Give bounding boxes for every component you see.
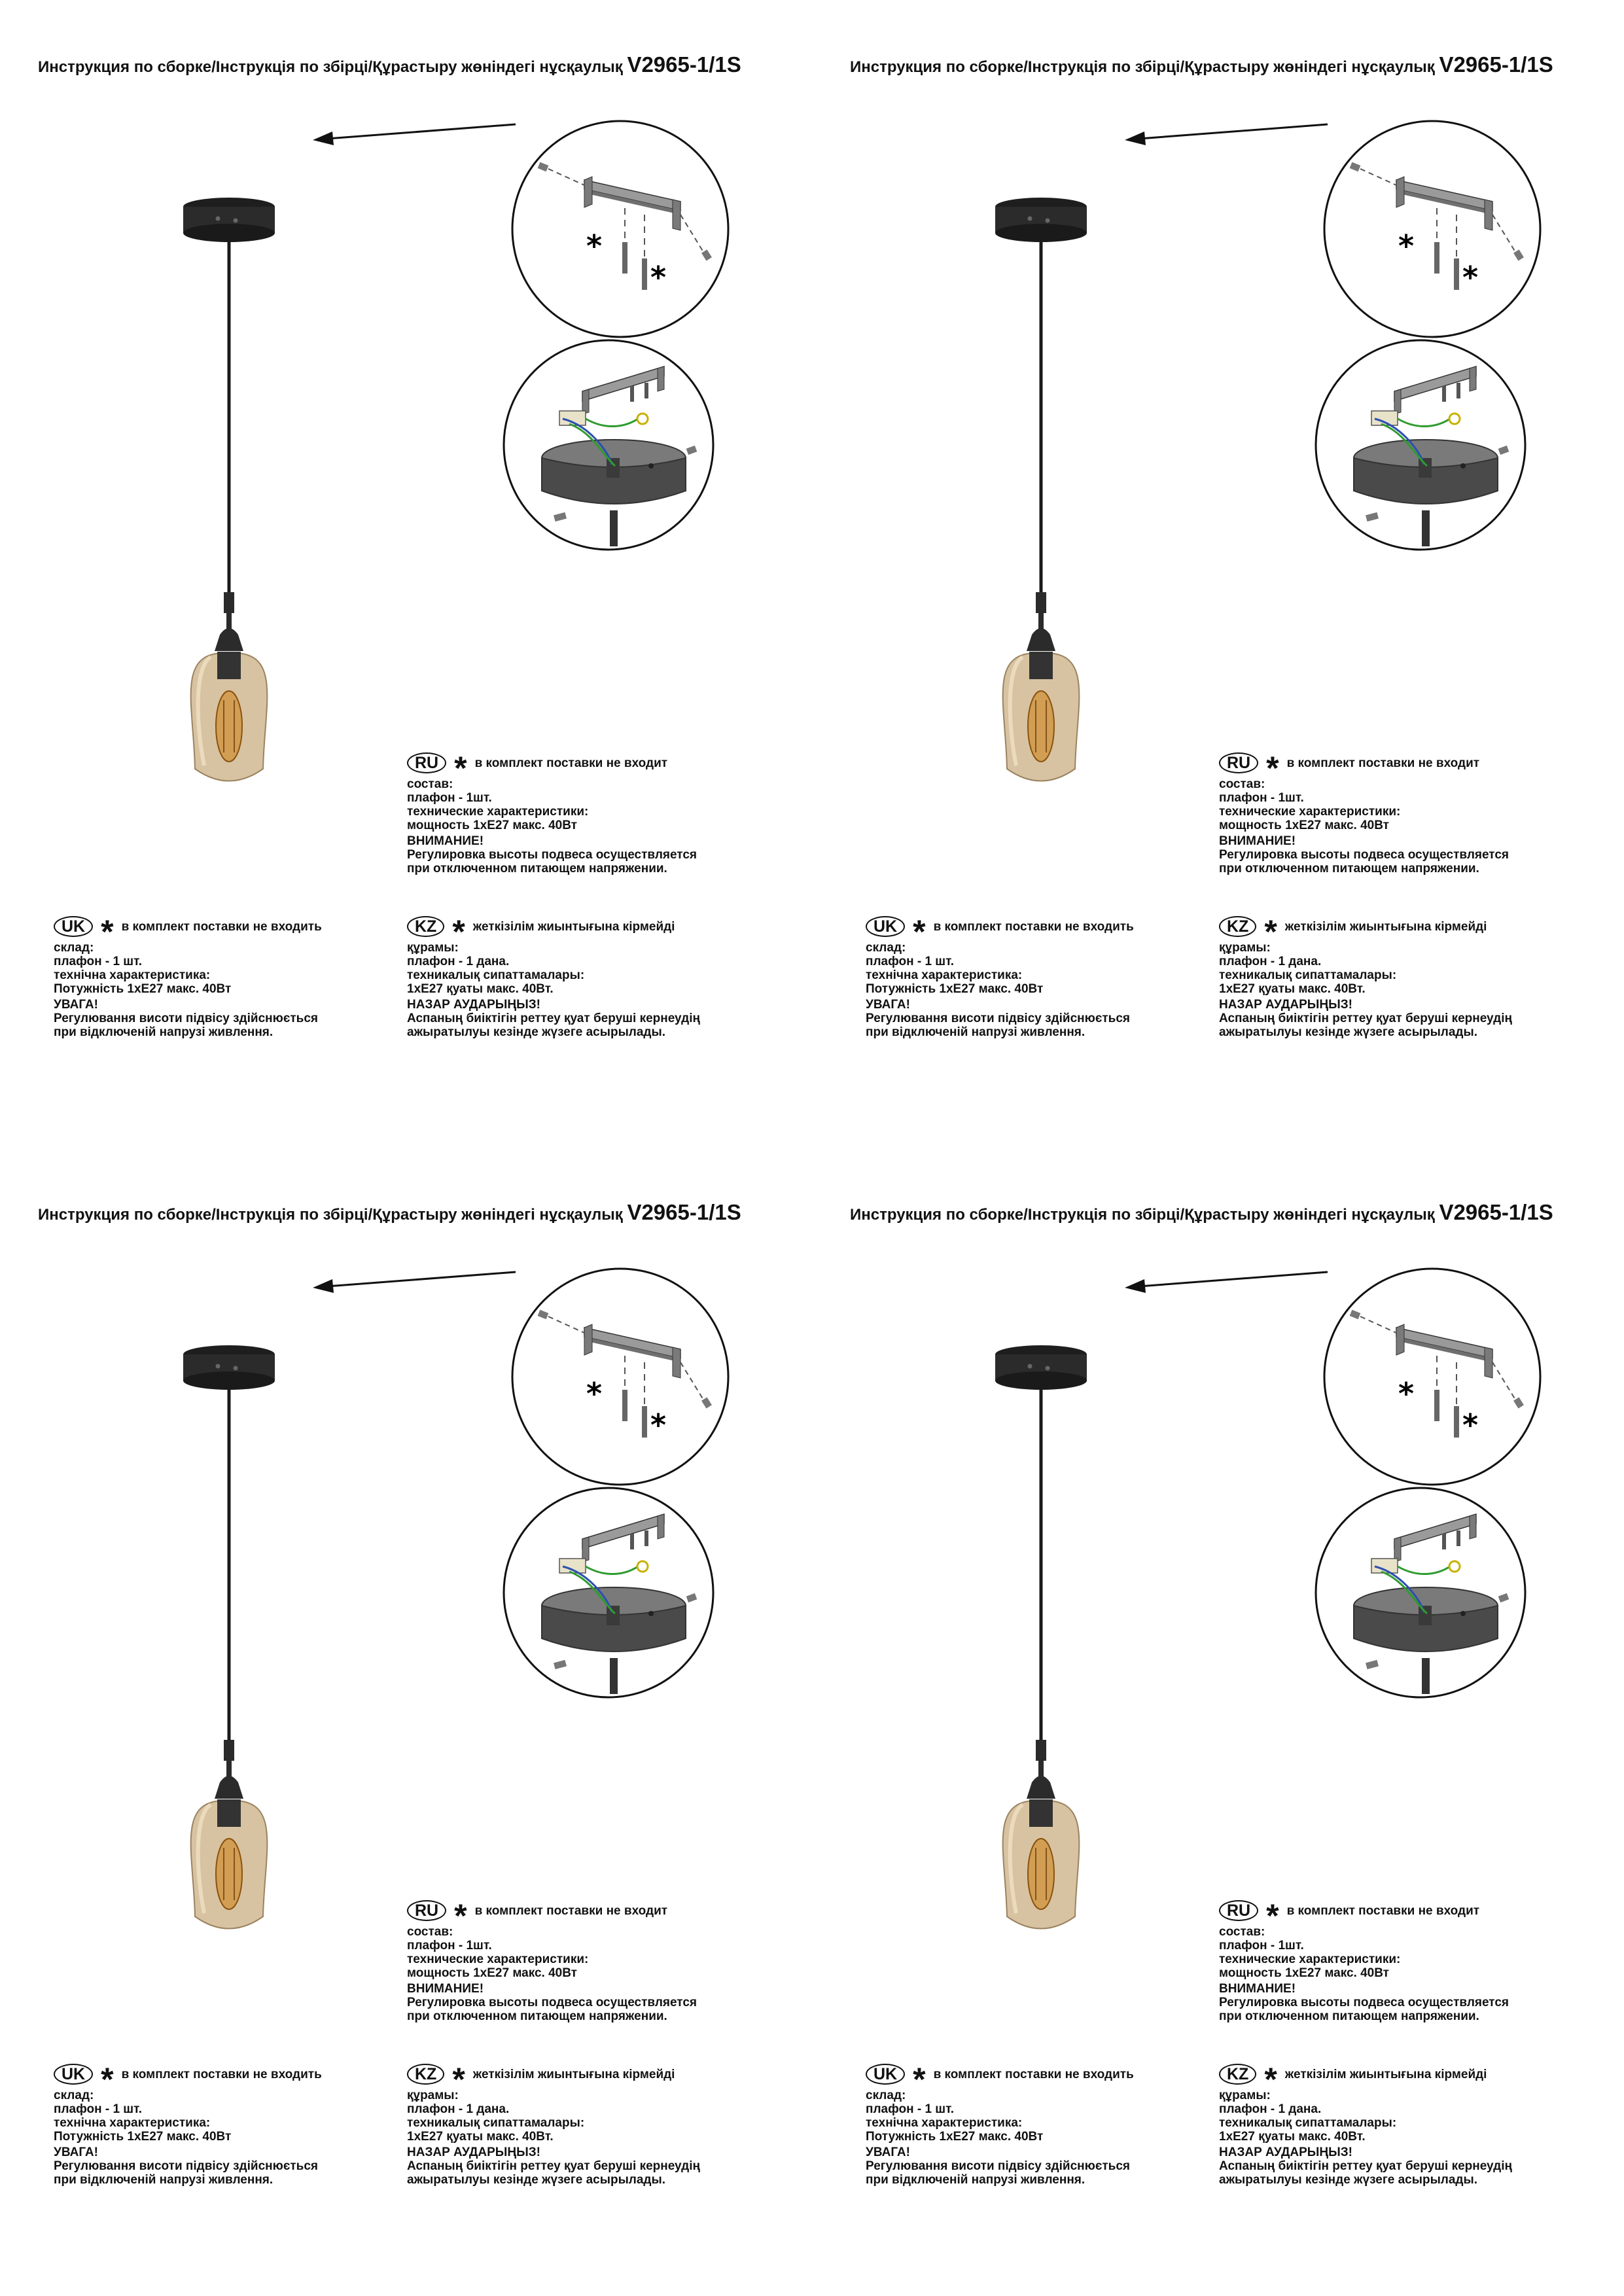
pendant-lamp-illustration — [183, 1345, 275, 1929]
uk-info-block — [54, 913, 322, 1039]
uk-badge: UK — [54, 2064, 93, 2085]
asterisk-icon: * — [1266, 750, 1279, 786]
uk-composition-label: склад: — [866, 941, 906, 955]
ru-warning-line1: Регулировка высоты подвеса осуществляется — [1219, 1996, 1509, 2009]
kz-composition-label: құрамы: — [407, 2089, 459, 2102]
kz-warning-line1: Аспаның биіктігін реттеу қуат беруші кернеудің — [407, 2159, 700, 2173]
ru-not-included-note: в комплект поставки не входит — [1286, 1903, 1480, 1918]
uk-warning-line2: при відключеній напрузі живлення. — [54, 2173, 274, 2187]
ru-warning-line1: Регулировка высоты подвеса осуществляется — [1219, 848, 1509, 862]
kz-warning-line1: Аспаның биіктігін реттеу қуат беруші кернеудің — [1219, 1012, 1512, 1025]
uk-not-included-note: в комплект поставки не входить — [933, 919, 1134, 934]
kz-warning-line1: Аспаның биіктігін реттеу қуат беруші кернеудің — [1219, 2159, 1512, 2173]
ru-badge: RU — [407, 1900, 446, 1921]
kz-not-included-note: жеткізілім жиынтығына кірмейді — [1284, 2067, 1487, 2081]
ru-warning-label: ВНИМАНИЕ! — [407, 1982, 484, 1996]
ru-warning-line2: при отключенном питающем напряжении. — [407, 862, 667, 875]
ru-warning-label: ВНИМАНИЕ! — [407, 834, 484, 848]
title-text: Инструкция по сборке/Інструкція по збірці/Құрастыру жөніндегі нұсқаулық — [850, 58, 1435, 76]
uk-not-included-note: в комплект поставки не входить — [933, 2067, 1134, 2081]
ru-composition-label: состав: — [407, 1925, 453, 1939]
asterisk-icon: * — [1398, 228, 1415, 264]
uk-warning-line1: Регулювання висоти підвісу здійснюється — [54, 2159, 318, 2173]
uk-composition-value: плафон - 1 шт. — [866, 955, 955, 968]
ru-not-included-note: в комплект поставки не входит — [474, 756, 668, 770]
kz-composition-value: плафон - 1 дана. — [1219, 2102, 1322, 2116]
canopy-wiring-illustration — [504, 340, 713, 550]
kz-warning-label: НАЗАР АУДАРЫҢЫЗ! — [407, 998, 540, 1012]
uk-composition-value: плафон - 1 шт. — [54, 2102, 143, 2116]
kz-warning-line2: ажыратылуы кезінде жүзеге асырылады. — [407, 1025, 665, 1039]
kz-badge: KZ — [1219, 2064, 1256, 2085]
kz-not-included-note: жеткізілім жиынтығына кірмейді — [1284, 919, 1487, 934]
ru-composition-value: плафон - 1шт. — [407, 791, 492, 805]
model-number: V2965-1/1S — [1439, 52, 1553, 77]
uk-warning-label: УВАГА! — [54, 2146, 98, 2159]
kz-warning-label: НАЗАР АУДАРЫҢЫЗ! — [407, 2146, 540, 2159]
asterisk-icon: * — [650, 1407, 667, 1443]
ru-specs-value: мощность 1хЕ27 макс. 40Вт — [1219, 819, 1389, 832]
kz-specs-value: 1хЕ27 қуаты макс. 40Вт. — [407, 982, 554, 996]
ru-info-block — [1219, 1900, 1509, 2023]
asterisk-icon: * — [101, 913, 114, 950]
canopy-wiring-illustration — [504, 1488, 713, 1697]
ru-not-included-note: в комплект поставки не входит — [474, 1903, 668, 1918]
kz-specs-label: техникалық сипаттамалары: — [407, 968, 585, 982]
uk-composition-label: склад: — [866, 2089, 906, 2102]
uk-not-included-note: в комплект поставки не входить — [121, 919, 322, 934]
asterisk-icon: * — [913, 2061, 926, 2098]
arrow-icon — [1125, 1272, 1328, 1293]
uk-warning-line1: Регулювання висоти підвісу здійснюється — [54, 1012, 318, 1025]
kz-not-included-note: жеткізілім жиынтығына кірмейді — [472, 2067, 675, 2081]
kz-warning-line1: Аспаның биіктігін реттеу қуат беруші кернеудің — [407, 1012, 700, 1025]
uk-warning-label: УВАГА! — [866, 2146, 910, 2159]
ru-specs-label: технические характеристики: — [1219, 805, 1401, 819]
title-text: Инструкция по сборке/Інструкція по збірці/Құрастыру жөніндегі нұсқаулық — [850, 1206, 1435, 1224]
kz-info-block — [407, 913, 700, 1039]
ru-composition-label: состав: — [1219, 777, 1265, 791]
kz-specs-label: техникалық сипаттамалары: — [407, 2116, 585, 2130]
uk-info-block — [866, 913, 1134, 1039]
kz-info-block — [407, 2061, 700, 2187]
ru-specs-label: технические характеристики: — [407, 805, 589, 819]
kz-warning-label: НАЗАР АУДАРЫҢЫЗ! — [1219, 998, 1352, 1012]
uk-composition-value: плафон - 1 шт. — [54, 955, 143, 968]
uk-specs-label: технічна характеристика: — [54, 968, 211, 982]
kz-composition-value: плафон - 1 дана. — [407, 955, 510, 968]
uk-warning-label: УВАГА! — [866, 998, 910, 1012]
uk-info-block — [866, 2061, 1134, 2187]
asterisk-icon: * — [1264, 913, 1277, 950]
asterisk-icon: * — [452, 2061, 465, 2098]
kz-badge: KZ — [407, 2064, 444, 2085]
uk-specs-label: технічна характеристика: — [866, 2116, 1023, 2130]
kz-composition-label: құрамы: — [407, 941, 459, 955]
uk-badge: UK — [866, 916, 905, 937]
uk-warning-label: УВАГА! — [54, 998, 98, 1012]
asterisk-icon: * — [1264, 2061, 1277, 2098]
asterisk-icon: * — [454, 1898, 467, 1934]
kz-badge: KZ — [407, 916, 444, 937]
arrow-icon — [1125, 124, 1328, 145]
title-text: Инструкция по сборке/Інструкція по збірці/Құрастыру жөніндегі нұсқаулық — [38, 58, 623, 76]
model-number: V2965-1/1S — [1439, 1200, 1553, 1224]
ru-warning-line2: при отключенном питающем напряжении. — [407, 2009, 667, 2023]
ru-warning-label: ВНИМАНИЕ! — [1219, 834, 1296, 848]
uk-specs-label: технічна характеристика: — [54, 2116, 211, 2130]
panel-top-left — [0, 0, 812, 1148]
ru-info-block — [407, 752, 697, 875]
kz-composition-value: плафон - 1 дана. — [1219, 955, 1322, 968]
ru-warning-line2: при отключенном питающем напряжении. — [1219, 2009, 1479, 2023]
kz-specs-value: 1хЕ27 қуаты макс. 40Вт. — [1219, 982, 1366, 996]
uk-specs-label: технічна характеристика: — [866, 968, 1023, 982]
bracket-detail-illustration — [512, 121, 728, 337]
asterisk-icon: * — [454, 750, 467, 786]
uk-composition-value: плафон - 1 шт. — [866, 2102, 955, 2116]
uk-specs-value: Потужність 1хЕ27 макс. 40Вт — [866, 2130, 1044, 2144]
canopy-wiring-illustration — [1316, 1488, 1525, 1697]
ru-warning-label: ВНИМАНИЕ! — [1219, 1982, 1296, 1996]
kz-composition-label: құрамы: — [1219, 941, 1271, 955]
ru-badge: RU — [407, 752, 446, 773]
ru-composition-label: состав: — [407, 777, 453, 791]
asterisk-icon: * — [650, 260, 667, 295]
panel-top-right — [812, 0, 1624, 1148]
bracket-detail-illustration — [1324, 1269, 1540, 1485]
ru-info-block — [407, 1900, 697, 2023]
ru-badge: RU — [1219, 752, 1258, 773]
panel-bottom-left — [0, 1148, 812, 2295]
uk-specs-value: Потужність 1хЕ27 макс. 40Вт — [54, 2130, 232, 2144]
ru-badge: RU — [1219, 1900, 1258, 1921]
uk-info-block — [54, 2061, 322, 2187]
asterisk-icon: * — [101, 2061, 114, 2098]
kz-specs-value: 1хЕ27 қуаты макс. 40Вт. — [1219, 2130, 1366, 2144]
uk-badge: UK — [866, 2064, 905, 2085]
uk-not-included-note: в комплект поставки не входить — [121, 2067, 322, 2081]
uk-warning-line2: при відключеній напрузі живлення. — [866, 1025, 1086, 1039]
uk-warning-line1: Регулювання висоти підвісу здійснюється — [866, 2159, 1130, 2173]
pendant-lamp-illustration — [995, 198, 1087, 781]
ru-composition-value: плафон - 1шт. — [1219, 791, 1304, 805]
uk-badge: UK — [54, 916, 93, 937]
uk-warning-line2: при відключеній напрузі живлення. — [54, 1025, 274, 1039]
bracket-detail-illustration — [1324, 121, 1540, 337]
model-number: V2965-1/1S — [627, 52, 741, 77]
pendant-lamp-illustration — [995, 1345, 1087, 1929]
kz-info-block — [1219, 913, 1512, 1039]
uk-specs-value: Потужність 1хЕ27 макс. 40Вт — [866, 982, 1044, 996]
kz-warning-line2: ажыратылуы кезінде жүзеге асырылады. — [1219, 2173, 1477, 2187]
uk-composition-label: склад: — [54, 941, 94, 955]
ru-specs-value: мощность 1хЕ27 макс. 40Вт — [1219, 1966, 1389, 1980]
kz-specs-value: 1хЕ27 қуаты макс. 40Вт. — [407, 2130, 554, 2144]
asterisk-icon: * — [452, 913, 465, 950]
ru-composition-label: состав: — [1219, 1925, 1265, 1939]
ru-warning-line1: Регулировка высоты подвеса осуществляется — [407, 848, 697, 862]
kz-warning-line2: ажыратылуы кезінде жүзеге асырылады. — [407, 2173, 665, 2187]
ru-specs-label: технические характеристики: — [407, 1952, 589, 1966]
kz-not-included-note: жеткізілім жиынтығына кірмейді — [472, 919, 675, 934]
asterisk-icon: * — [1462, 260, 1479, 295]
ru-info-block — [1219, 752, 1509, 875]
asterisk-icon: * — [1266, 1898, 1279, 1934]
ru-specs-value: мощность 1хЕ27 макс. 40Вт — [407, 819, 577, 832]
asterisk-icon: * — [1462, 1407, 1479, 1443]
asterisk-icon: * — [1398, 1376, 1415, 1411]
kz-warning-line2: ажыратылуы кезінде жүзеге асырылады. — [1219, 1025, 1477, 1039]
asterisk-icon: * — [913, 913, 926, 950]
uk-composition-label: склад: — [54, 2089, 94, 2102]
model-number: V2965-1/1S — [627, 1200, 741, 1224]
ru-warning-line2: при отключенном питающем напряжении. — [1219, 862, 1479, 875]
title-text: Инструкция по сборке/Інструкція по збірці/Құрастыру жөніндегі нұсқаулық — [38, 1206, 623, 1224]
ru-not-included-note: в комплект поставки не входит — [1286, 756, 1480, 770]
ru-warning-line1: Регулировка высоты подвеса осуществляется — [407, 1996, 697, 2009]
kz-specs-label: техникалық сипаттамалары: — [1219, 2116, 1397, 2130]
kz-info-block — [1219, 2061, 1512, 2187]
pendant-lamp-illustration — [183, 198, 275, 781]
arrow-icon — [313, 124, 516, 145]
ru-specs-value: мощность 1хЕ27 макс. 40Вт — [407, 1966, 577, 1980]
kz-composition-label: құрамы: — [1219, 2089, 1271, 2102]
canopy-wiring-illustration — [1316, 340, 1525, 550]
kz-composition-value: плафон - 1 дана. — [407, 2102, 510, 2116]
panel-bottom-right — [812, 1148, 1624, 2295]
uk-warning-line1: Регулювання висоти підвісу здійснюється — [866, 1012, 1130, 1025]
uk-specs-value: Потужність 1хЕ27 макс. 40Вт — [54, 982, 232, 996]
arrow-icon — [313, 1272, 516, 1293]
ru-composition-value: плафон - 1шт. — [407, 1939, 492, 1952]
bracket-detail-illustration — [512, 1269, 728, 1485]
ru-composition-value: плафон - 1шт. — [1219, 1939, 1304, 1952]
kz-warning-label: НАЗАР АУДАРЫҢЫЗ! — [1219, 2146, 1352, 2159]
ru-specs-label: технические характеристики: — [1219, 1952, 1401, 1966]
kz-specs-label: техникалық сипаттамалары: — [1219, 968, 1397, 982]
asterisk-icon: * — [586, 228, 603, 264]
asterisk-icon: * — [586, 1376, 603, 1411]
kz-badge: KZ — [1219, 916, 1256, 937]
uk-warning-line2: при відключеній напрузі живлення. — [866, 2173, 1086, 2187]
